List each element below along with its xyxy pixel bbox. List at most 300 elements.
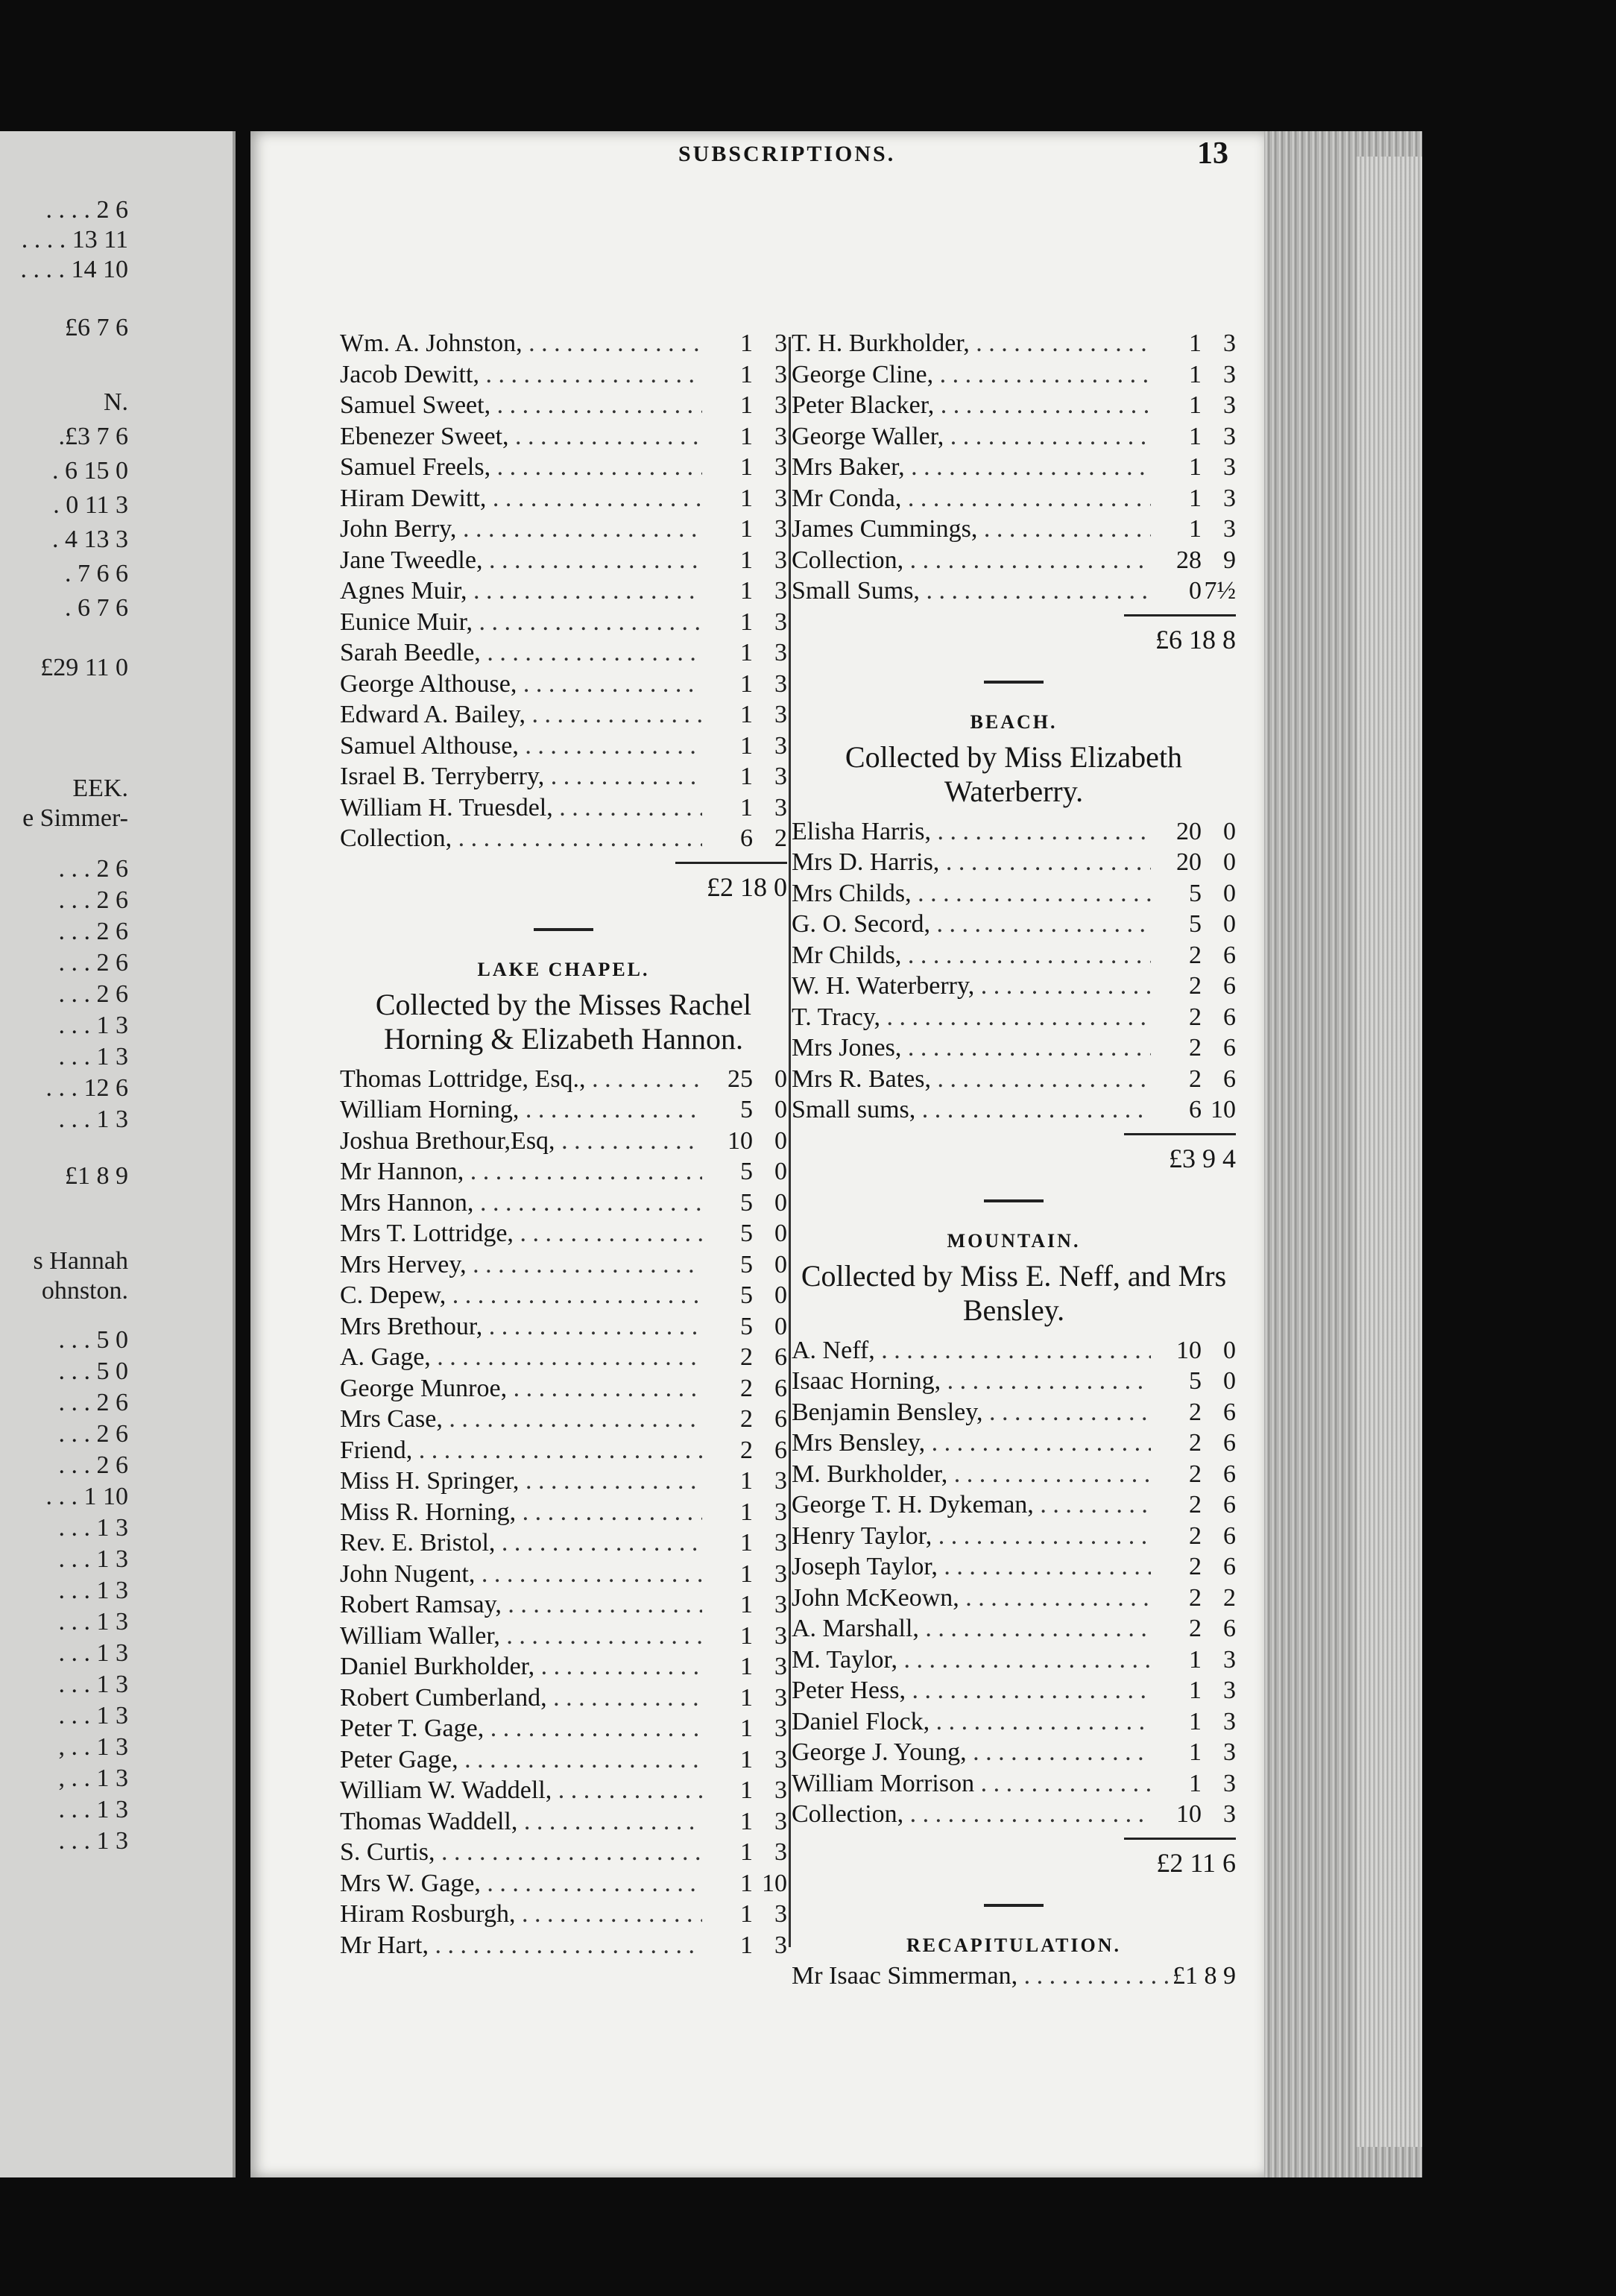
subscriber-name: Peter Hess, . . . xyxy=(792,1675,1151,1706)
pence: 6 xyxy=(1223,1553,1236,1580)
shillings: 6 xyxy=(1189,1096,1202,1123)
pence: 3 xyxy=(774,793,787,821)
shillings: 2 xyxy=(1189,1553,1202,1580)
amount xyxy=(702,1404,787,1435)
list-item xyxy=(792,545,1236,576)
shillings: 1 xyxy=(740,1776,753,1804)
pence: 6 xyxy=(1223,941,1236,969)
shillings: 2 xyxy=(1189,1398,1202,1426)
subtotal: £3 9 4 xyxy=(1169,1143,1236,1173)
section-dash xyxy=(984,1199,1044,1202)
list-item xyxy=(340,1589,787,1621)
amount xyxy=(1151,575,1236,607)
list-item xyxy=(340,731,787,762)
list-item xyxy=(340,1497,787,1528)
subscriber-name: Wm. A. Johnston, . . . xyxy=(340,328,702,359)
pence: 0 xyxy=(774,1250,787,1278)
amount xyxy=(702,761,787,792)
amount xyxy=(702,575,787,607)
pence: 3 xyxy=(774,1776,787,1804)
pence: 3 xyxy=(1223,391,1236,419)
amount xyxy=(1151,421,1236,452)
list-item xyxy=(792,1002,1236,1033)
subscriber-name: Isaac Horning, . . . xyxy=(792,1366,1151,1397)
amount xyxy=(702,731,787,762)
facing-page-line: . . . 12 6 xyxy=(45,1074,128,1102)
amount xyxy=(702,1775,787,1806)
subscriber-name: Mrs Hervey, . . . xyxy=(340,1249,702,1281)
subscriber-name: Collection, . . . xyxy=(340,823,702,854)
amount xyxy=(1151,1032,1236,1064)
subscriber-name: Elisha Harris, . . . xyxy=(792,816,1151,848)
pence: 3 xyxy=(1223,1769,1236,1797)
amount xyxy=(702,1126,787,1157)
list-item xyxy=(340,669,787,700)
shillings: 5 xyxy=(740,1188,753,1217)
subscriber-name: Edward A. Bailey, . . . xyxy=(340,699,702,731)
facing-page-line: . . . 5 0 xyxy=(58,1326,128,1354)
pence: 3 xyxy=(774,1621,787,1650)
subscriber-name: Small sums, . . . xyxy=(792,1094,1151,1126)
subscriber-name: William Morrison . . . xyxy=(792,1768,1151,1800)
facing-page-line: . . . 2 6 xyxy=(58,918,128,945)
pence: 0 xyxy=(774,1220,787,1247)
subscriber-name: Sarah Beedle, . . . xyxy=(340,637,702,669)
list-item xyxy=(792,1768,1236,1800)
shillings: 1 xyxy=(740,515,753,543)
amount xyxy=(1151,545,1236,576)
amount xyxy=(702,1342,787,1373)
subscriber-name: M. Taylor, . . . xyxy=(792,1644,1151,1676)
subscriber-name: Mrs Childs, . . . xyxy=(792,878,1151,909)
pence: 2 xyxy=(774,824,787,852)
subscriber-name: C. Depew, . . . xyxy=(340,1280,702,1311)
shillings: 2 xyxy=(1189,972,1202,1000)
subscriber-name: Peter Gage, . . . xyxy=(340,1744,702,1776)
pence: 3 xyxy=(774,391,787,419)
shillings: 5 xyxy=(740,1281,753,1309)
pence: 3 xyxy=(1223,453,1236,481)
shillings: 1 xyxy=(740,608,753,636)
list-item xyxy=(340,1899,787,1930)
list-item xyxy=(792,1489,1236,1521)
list-item xyxy=(340,823,787,854)
list-item xyxy=(792,1397,1236,1428)
shillings: 1 xyxy=(740,1559,753,1588)
pence: 0 xyxy=(774,1158,787,1185)
pence: 3 xyxy=(1223,360,1236,388)
subscriber-name: Samuel Sweet, . . . xyxy=(340,390,702,421)
amount xyxy=(702,1682,787,1714)
shillings: 1 xyxy=(740,1838,753,1866)
running-title: SUBSCRIPTIONS. xyxy=(678,142,896,166)
list-item xyxy=(340,1342,787,1373)
pence: 3 xyxy=(774,515,787,543)
amount xyxy=(1151,1521,1236,1552)
list-item xyxy=(792,1428,1236,1459)
list-item xyxy=(792,575,1236,607)
list-item xyxy=(792,909,1236,940)
total-rule xyxy=(1124,1838,1236,1840)
pence: 3 xyxy=(1223,1677,1236,1704)
amount xyxy=(702,359,787,391)
pence: 3 xyxy=(774,1467,787,1495)
subscriber-name: Thomas Lottridge, Esq., . . . xyxy=(340,1064,702,1095)
list-item xyxy=(792,1737,1236,1768)
shillings: 1 xyxy=(1189,453,1202,481)
facing-page-line: . . . 1 3 xyxy=(58,1702,128,1729)
facing-page-line: . . . 2 6 xyxy=(58,1420,128,1448)
list-item xyxy=(340,1188,787,1219)
list-item xyxy=(792,1799,1236,1830)
subscriber-name: John McKeown, . . . xyxy=(792,1583,1151,1614)
amount xyxy=(702,1188,787,1219)
pence: 3 xyxy=(1223,515,1236,543)
shillings: 1 xyxy=(740,453,753,481)
pence: 3 xyxy=(774,1807,787,1835)
amount xyxy=(1151,359,1236,391)
amount: £1 8 9 xyxy=(1172,1961,1236,1990)
shillings: 1 xyxy=(740,1683,753,1712)
shillings: 1 xyxy=(740,1869,753,1897)
list-item xyxy=(340,421,787,452)
shillings: 1 xyxy=(740,1621,753,1650)
amount xyxy=(1151,1799,1236,1830)
pence: 9 xyxy=(1223,546,1236,574)
pence: 6 xyxy=(1223,1521,1236,1550)
subscriber-name: William Horning, . . . xyxy=(340,1094,702,1126)
subscriber-name: S. Curtis, . . . xyxy=(340,1837,702,1868)
section-title-lake-chapel: LAKE CHAPEL. xyxy=(477,958,650,980)
subscriber-name: William Waller, . . . xyxy=(340,1621,702,1652)
pence: 3 xyxy=(774,701,787,728)
shillings: 1 xyxy=(740,577,753,605)
shillings: 1 xyxy=(740,1498,753,1526)
subscriber-name: Rev. E. Bristol, . . . xyxy=(340,1527,702,1559)
pence: 0 xyxy=(1223,848,1236,876)
list-item xyxy=(792,1366,1236,1397)
subscriber-name: James Cummings, . . . xyxy=(792,514,1151,545)
amount xyxy=(1151,1335,1236,1366)
list-item xyxy=(340,1435,787,1466)
facing-page-line: e Simmer- xyxy=(22,804,128,832)
pence: 3 xyxy=(774,1591,787,1618)
subscriber-name: George Waller, . . . xyxy=(792,421,1151,452)
pence: 6 xyxy=(1223,1065,1236,1093)
list-item xyxy=(340,545,787,576)
amount xyxy=(702,483,787,514)
list-item xyxy=(792,1675,1236,1706)
subscriber-name: Mrs Bensley, . . . xyxy=(792,1428,1151,1459)
facing-page-line: . . . . 13 11 xyxy=(21,226,128,253)
shillings: 5 xyxy=(740,1096,753,1123)
subscriber-name: William W. Waddell, . . . xyxy=(340,1775,702,1806)
amount xyxy=(1151,847,1236,878)
pence: 0 xyxy=(774,1281,787,1309)
pence: 3 xyxy=(774,763,787,790)
shillings: 1 xyxy=(740,329,753,357)
section-dash xyxy=(534,928,593,931)
list-item xyxy=(340,1280,787,1311)
facing-page-line: . . . 2 6 xyxy=(58,886,128,914)
subscriber-name: John Nugent, . . . xyxy=(340,1559,702,1590)
list-item xyxy=(792,847,1236,878)
list-item xyxy=(792,1613,1236,1644)
list-item xyxy=(340,792,787,824)
shillings: 10 xyxy=(1176,1800,1202,1828)
pence: 10 xyxy=(762,1869,787,1897)
amount xyxy=(1151,390,1236,421)
subscriber-name: Robert Ramsay, . . . xyxy=(340,1589,702,1621)
shillings: 2 xyxy=(1189,1460,1202,1488)
subscriber-name: Peter Blacker, . . . xyxy=(792,390,1151,421)
shillings: 1 xyxy=(1189,329,1202,357)
facing-page-line: N. xyxy=(103,388,128,416)
facing-page-line: £29 11 0 xyxy=(40,654,128,681)
list-item xyxy=(792,1551,1236,1583)
pence: 0 xyxy=(774,1096,787,1123)
shillings: 2 xyxy=(740,1343,753,1371)
facing-page-line: . . . 1 3 xyxy=(58,1514,128,1542)
subscriber-name: W. H. Waterberry, . . . xyxy=(792,971,1151,1002)
facing-page-line: . . . 2 6 xyxy=(58,1451,128,1479)
column-divider xyxy=(789,337,791,1947)
facing-page-line: EEK. xyxy=(72,775,128,802)
shillings: 1 xyxy=(740,793,753,821)
facing-page-line: . . . 2 6 xyxy=(58,980,128,1008)
amount xyxy=(1151,514,1236,545)
subscriber-name: Henry Taylor, . . . xyxy=(792,1521,1151,1552)
pence: 3 xyxy=(774,1683,787,1712)
subscriber-name: Mrs Baker, . . . xyxy=(792,452,1151,483)
pence: 0 xyxy=(774,1126,787,1155)
amount xyxy=(1151,1366,1236,1397)
amount xyxy=(702,1064,787,1095)
facing-page-line: . . . 1 3 xyxy=(58,1671,128,1698)
amount xyxy=(702,1218,787,1249)
subscriber-list xyxy=(792,816,1236,1126)
amount xyxy=(1151,909,1236,940)
shillings: 1 xyxy=(1189,1707,1202,1735)
facing-page-line: . . . 2 6 xyxy=(58,949,128,977)
subscriber-name: Mr Isaac Simmerman, . . . xyxy=(792,1961,1168,1992)
list-item xyxy=(340,390,787,421)
amount xyxy=(702,1466,787,1497)
shillings: 5 xyxy=(1189,910,1202,938)
amount xyxy=(1151,1644,1236,1676)
collector-line: Collected by Miss E. Neff, and Mrs Bensley. xyxy=(801,1258,1227,1327)
list-item xyxy=(340,1621,787,1652)
pence: 3 xyxy=(774,577,787,605)
list-item xyxy=(792,878,1236,909)
left-column xyxy=(340,328,787,1961)
total-rule xyxy=(675,862,787,864)
amount xyxy=(702,390,787,421)
subscriber-name: George Cline, . . . xyxy=(792,359,1151,391)
amount xyxy=(1151,971,1236,1002)
amount xyxy=(702,792,787,824)
list-item xyxy=(792,1094,1236,1126)
amount xyxy=(702,1280,787,1311)
section-dash xyxy=(984,681,1044,684)
amount xyxy=(702,452,787,483)
pence: 0 xyxy=(774,1065,787,1093)
pence: 0 xyxy=(1223,817,1236,845)
shillings: 10 xyxy=(1176,1336,1202,1364)
shillings: 1 xyxy=(740,546,753,574)
list-item xyxy=(340,514,787,545)
shillings: 5 xyxy=(740,1158,753,1185)
pence: 0 xyxy=(1223,879,1236,907)
subscriber-name: Miss R. Horning, . . . xyxy=(340,1497,702,1528)
pence: 3 xyxy=(774,453,787,481)
subscriber-name: Friend, . . . xyxy=(340,1435,702,1466)
amount xyxy=(702,1249,787,1281)
list-item xyxy=(792,940,1236,971)
facing-page-line: . . . 1 3 xyxy=(58,1106,128,1133)
list-item xyxy=(792,1064,1236,1095)
list-item xyxy=(340,1249,787,1281)
subscriber-name: Mrs R. Bates, . . . xyxy=(792,1064,1151,1095)
list-item xyxy=(792,452,1236,483)
shillings: 2 xyxy=(1189,1003,1202,1031)
shillings: 2 xyxy=(1189,1615,1202,1642)
subscriber-name: Mrs Jones, . . . xyxy=(792,1032,1151,1064)
facing-page-line: . . . 1 3 xyxy=(58,1608,128,1636)
list-item xyxy=(792,1335,1236,1366)
subscriber-name: Mr Hart, . . . xyxy=(340,1930,702,1961)
amount xyxy=(702,1156,787,1188)
subscriber-name: Samuel Althouse, . . . xyxy=(340,731,702,762)
pence: 3 xyxy=(774,360,787,388)
pence: 3 xyxy=(774,1529,787,1557)
pence: 2 xyxy=(1223,1583,1236,1612)
subscriber-name: George T. H. Dykeman, . . . xyxy=(792,1489,1151,1521)
pence: 3 xyxy=(774,1715,787,1742)
shillings: 2 xyxy=(1189,1065,1202,1093)
section-title-mountain: MOUNTAIN. xyxy=(947,1229,1081,1252)
amount xyxy=(1151,816,1236,848)
amount xyxy=(702,1589,787,1621)
shillings: 1 xyxy=(1189,1769,1202,1797)
facing-page-line: . . . 1 3 xyxy=(58,1012,128,1039)
amount xyxy=(1151,1675,1236,1706)
amount xyxy=(1151,328,1236,359)
subscriber-name: Mrs Hannon, . . . xyxy=(340,1188,702,1219)
shillings: 1 xyxy=(740,391,753,419)
shillings: 2 xyxy=(740,1405,753,1433)
amount xyxy=(1151,1737,1236,1768)
list-item xyxy=(340,1064,787,1095)
shillings: 2 xyxy=(1189,1429,1202,1457)
list-item xyxy=(340,1930,787,1961)
pence: 3 xyxy=(774,1653,787,1680)
list-item xyxy=(340,1744,787,1776)
pence: 3 xyxy=(774,484,787,512)
list-item xyxy=(340,1466,787,1497)
subscriber-name: George Althouse, . . . xyxy=(340,669,702,700)
subscriber-name: Ebenezer Sweet, . . . xyxy=(340,421,702,452)
shillings: 6 xyxy=(740,824,753,852)
list-item xyxy=(792,1644,1236,1676)
list-item xyxy=(340,1868,787,1899)
subscriber-name: Samuel Freels, . . . xyxy=(340,452,702,483)
pence: 3 xyxy=(774,329,787,357)
amount xyxy=(702,1930,787,1961)
subscriber-name: T. H. Burkholder, . . . xyxy=(792,328,1151,359)
list-item xyxy=(792,421,1236,452)
shillings: 1 xyxy=(1189,1645,1202,1674)
amount xyxy=(702,1311,787,1343)
amount xyxy=(702,637,787,669)
facing-page-line: . . . 2 6 xyxy=(58,855,128,883)
facing-page-line: . . . . 14 10 xyxy=(20,256,128,283)
pence: 7½ xyxy=(1204,577,1236,605)
pence: 3 xyxy=(774,731,787,760)
shillings: 1 xyxy=(740,1529,753,1557)
pence: 3 xyxy=(1223,422,1236,450)
subscriber-name: Peter T. Gage, . . . xyxy=(340,1713,702,1744)
subscriber-list xyxy=(340,1064,787,1961)
pence: 3 xyxy=(774,422,787,450)
section-title-beach: BEACH. xyxy=(970,710,1058,733)
subscriber-name: Hiram Rosburgh, . . . xyxy=(340,1899,702,1930)
subscriber-name: Collection, . . . xyxy=(792,1799,1151,1830)
subscriber-name: Small Sums, . . . xyxy=(792,575,1151,607)
shillings: 1 xyxy=(740,1591,753,1618)
total-rule xyxy=(1124,614,1236,616)
facing-page-line: . . . 2 6 xyxy=(58,1389,128,1416)
list-item xyxy=(792,816,1236,848)
facing-page-line: . . . 1 3 xyxy=(58,1796,128,1823)
subscriber-name: Benjamin Bensley, . . . xyxy=(792,1397,1151,1428)
shillings: 1 xyxy=(740,1715,753,1742)
pence: 6 xyxy=(1223,1398,1236,1426)
subscriber-name: Miss H. Springer, . . . xyxy=(340,1466,702,1497)
shillings: 1 xyxy=(740,1467,753,1495)
shillings: 5 xyxy=(1189,1367,1202,1395)
recapitulation-list xyxy=(792,1961,1236,1992)
amount xyxy=(702,1806,787,1838)
facing-page-line: .£3 7 6 xyxy=(58,423,128,450)
subscriber-name: Mr Childs, . . . xyxy=(792,940,1151,971)
subscriber-name: M. Burkholder, . . . xyxy=(792,1459,1151,1490)
subscriber-name: Hiram Dewitt, . . . xyxy=(340,483,702,514)
shillings: 1 xyxy=(1189,391,1202,419)
list-item xyxy=(340,1559,787,1590)
subscriber-name: Jacob Dewitt, . . . xyxy=(340,359,702,391)
subscriber-name: Robert Cumberland, . . . xyxy=(340,1682,702,1714)
list-item xyxy=(792,390,1236,421)
shillings: 20 xyxy=(1176,848,1202,876)
facing-page-line: . . . 1 3 xyxy=(58,1545,128,1573)
pence: 3 xyxy=(774,608,787,636)
shillings: 1 xyxy=(1189,515,1202,543)
shillings: 1 xyxy=(1189,1738,1202,1766)
pence: 6 xyxy=(774,1436,787,1464)
shillings: 2 xyxy=(1189,1583,1202,1612)
list-item xyxy=(340,1094,787,1126)
amount xyxy=(702,1435,787,1466)
subscriber-name: G. O. Secord, . . . xyxy=(792,909,1151,940)
pence: 3 xyxy=(774,1900,787,1928)
collector-line: Collected by the Misses Rachel Horning & Elizabeth Hannon. xyxy=(375,987,752,1056)
pence: 6 xyxy=(1223,972,1236,1000)
list-item xyxy=(792,483,1236,514)
shillings: 5 xyxy=(1189,879,1202,907)
list-item xyxy=(340,607,787,638)
facing-page-line: £1 8 9 xyxy=(65,1162,128,1190)
